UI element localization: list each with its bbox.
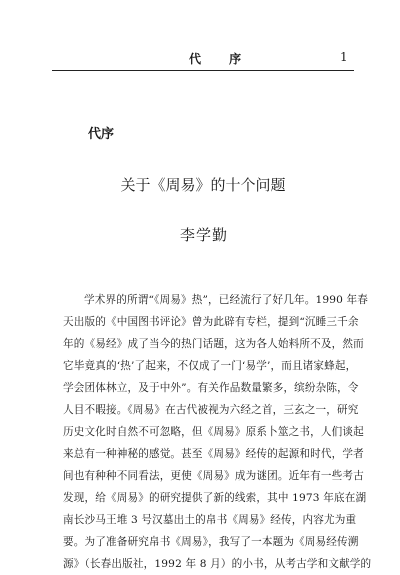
article-title: 关于《周易》的十个问题 xyxy=(120,176,286,194)
body-line: 年的《易经》成了当今的热门话题，这为各人始料所不及，然而 xyxy=(63,338,364,350)
body-line: 间也有种种不同看法，更使《周易》成为谜团。近年有一些考古 xyxy=(63,470,364,482)
body-line: 它毕竟真的‘热’了起来，不仅成了一门‘易学’，而且诸家蜂起， xyxy=(63,360,357,372)
body-line: 天出版的《中国图书评论》曾为此辟有专栏，提到“沉睡三千余 xyxy=(63,316,359,328)
body-line: 人目不暇接。《周易》在古代被视为六经之首，三玄之一，研究 xyxy=(63,404,359,416)
section-label: 代序 xyxy=(88,127,115,142)
body-line: 发现，给《周易》的研究提供了新的线索，其中 1973 年底在湖 xyxy=(63,492,367,504)
body-line: 源》（长春出版社，1992 年 8 月）的小书，从考古学和文献学的 xyxy=(63,558,372,570)
body-line: 来总有一种神秘的感觉。甚至《周易》经传的起源和时代，学者 xyxy=(63,448,364,460)
author-name: 李学勤 xyxy=(179,226,228,244)
running-header xyxy=(0,50,400,66)
page-number: 1 xyxy=(340,50,348,64)
body-line: 学术界的所谓“《周易》热”，已经流行了好几年。1990 年春 xyxy=(84,294,369,306)
body-line: 南长沙马王堆 3 号汉墓出土的帛书《周易》经传，内容尤为重 xyxy=(63,514,357,526)
body-paragraph xyxy=(63,289,372,575)
body-line: 历史文化时自然不可忽略，但《周易》原系卜筮之书，人们谈起 xyxy=(63,426,364,438)
header-rule xyxy=(52,70,354,71)
running-title: 代 序 xyxy=(189,52,254,66)
body-line: 要。为了准备研究帛书《周易》，我写了一本题为《周易经传溯 xyxy=(63,536,359,548)
body-line: 学会团体林立，及于中外”。有关作品数量繁多，缤纷杂陈，令 xyxy=(63,382,359,394)
